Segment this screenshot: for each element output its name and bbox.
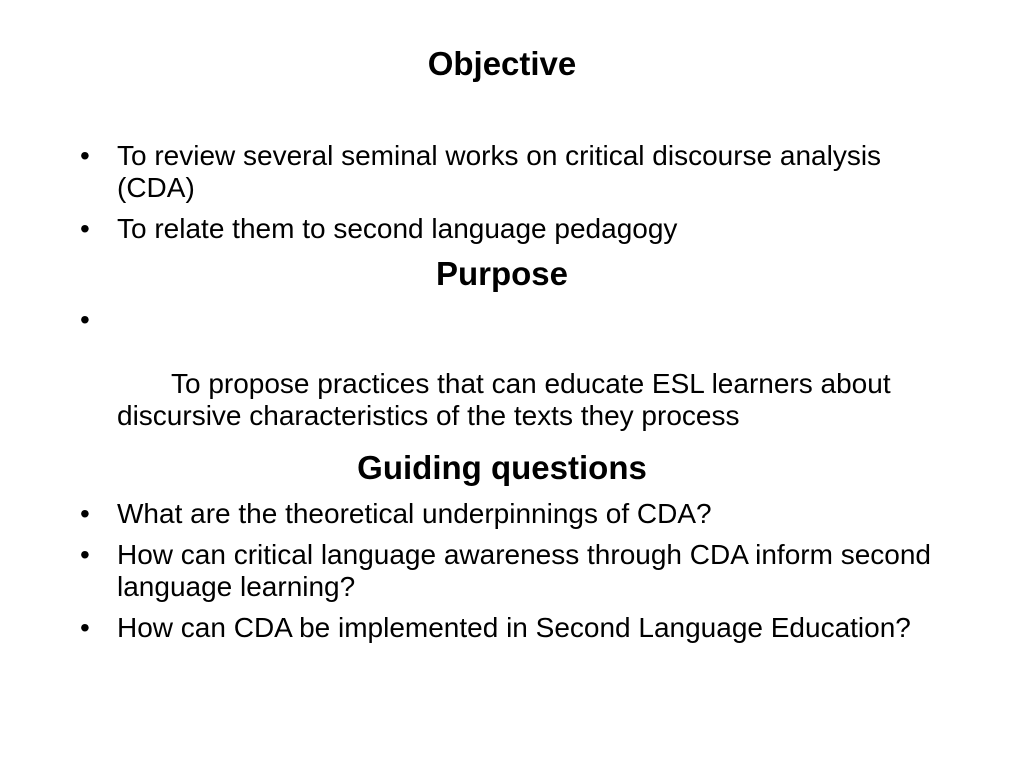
- questions-list: [0, 498, 1024, 653]
- list-item: [0, 213, 1024, 245]
- item-text: To propose practices that can educate ESL learners about discursive characteristics of the texts they process: [117, 368, 899, 431]
- heading-objective: Objective: [427, 45, 577, 82]
- list-item: [0, 498, 1024, 530]
- bullet: •: [80, 213, 90, 244]
- heading-guiding-questions: Guiding questions: [357, 449, 647, 486]
- list-item: [0, 539, 1024, 603]
- item-text: What are the theoretical underpinnings of CDA?: [117, 498, 712, 529]
- item-text: How can CDA be implemented in Second Language Education?: [117, 612, 911, 643]
- item-text: To review several seminal works on critical discourse analysis (CDA): [117, 140, 882, 203]
- purpose-list: [0, 304, 1024, 473]
- bullet: •: [80, 304, 90, 335]
- bullet: •: [80, 612, 90, 643]
- heading-purpose: Purpose: [435, 255, 569, 292]
- bullet: •: [80, 498, 90, 529]
- objective-list: [0, 140, 1024, 254]
- item-text: How can critical language awareness through CDA inform second language learning?: [117, 539, 931, 602]
- list-item: [0, 304, 1024, 464]
- list-item: [0, 612, 1024, 644]
- list-item: [0, 140, 1024, 204]
- bullet: •: [80, 539, 90, 570]
- bullet: •: [80, 140, 90, 171]
- item-text: To relate them to second language pedagogy: [117, 213, 678, 244]
